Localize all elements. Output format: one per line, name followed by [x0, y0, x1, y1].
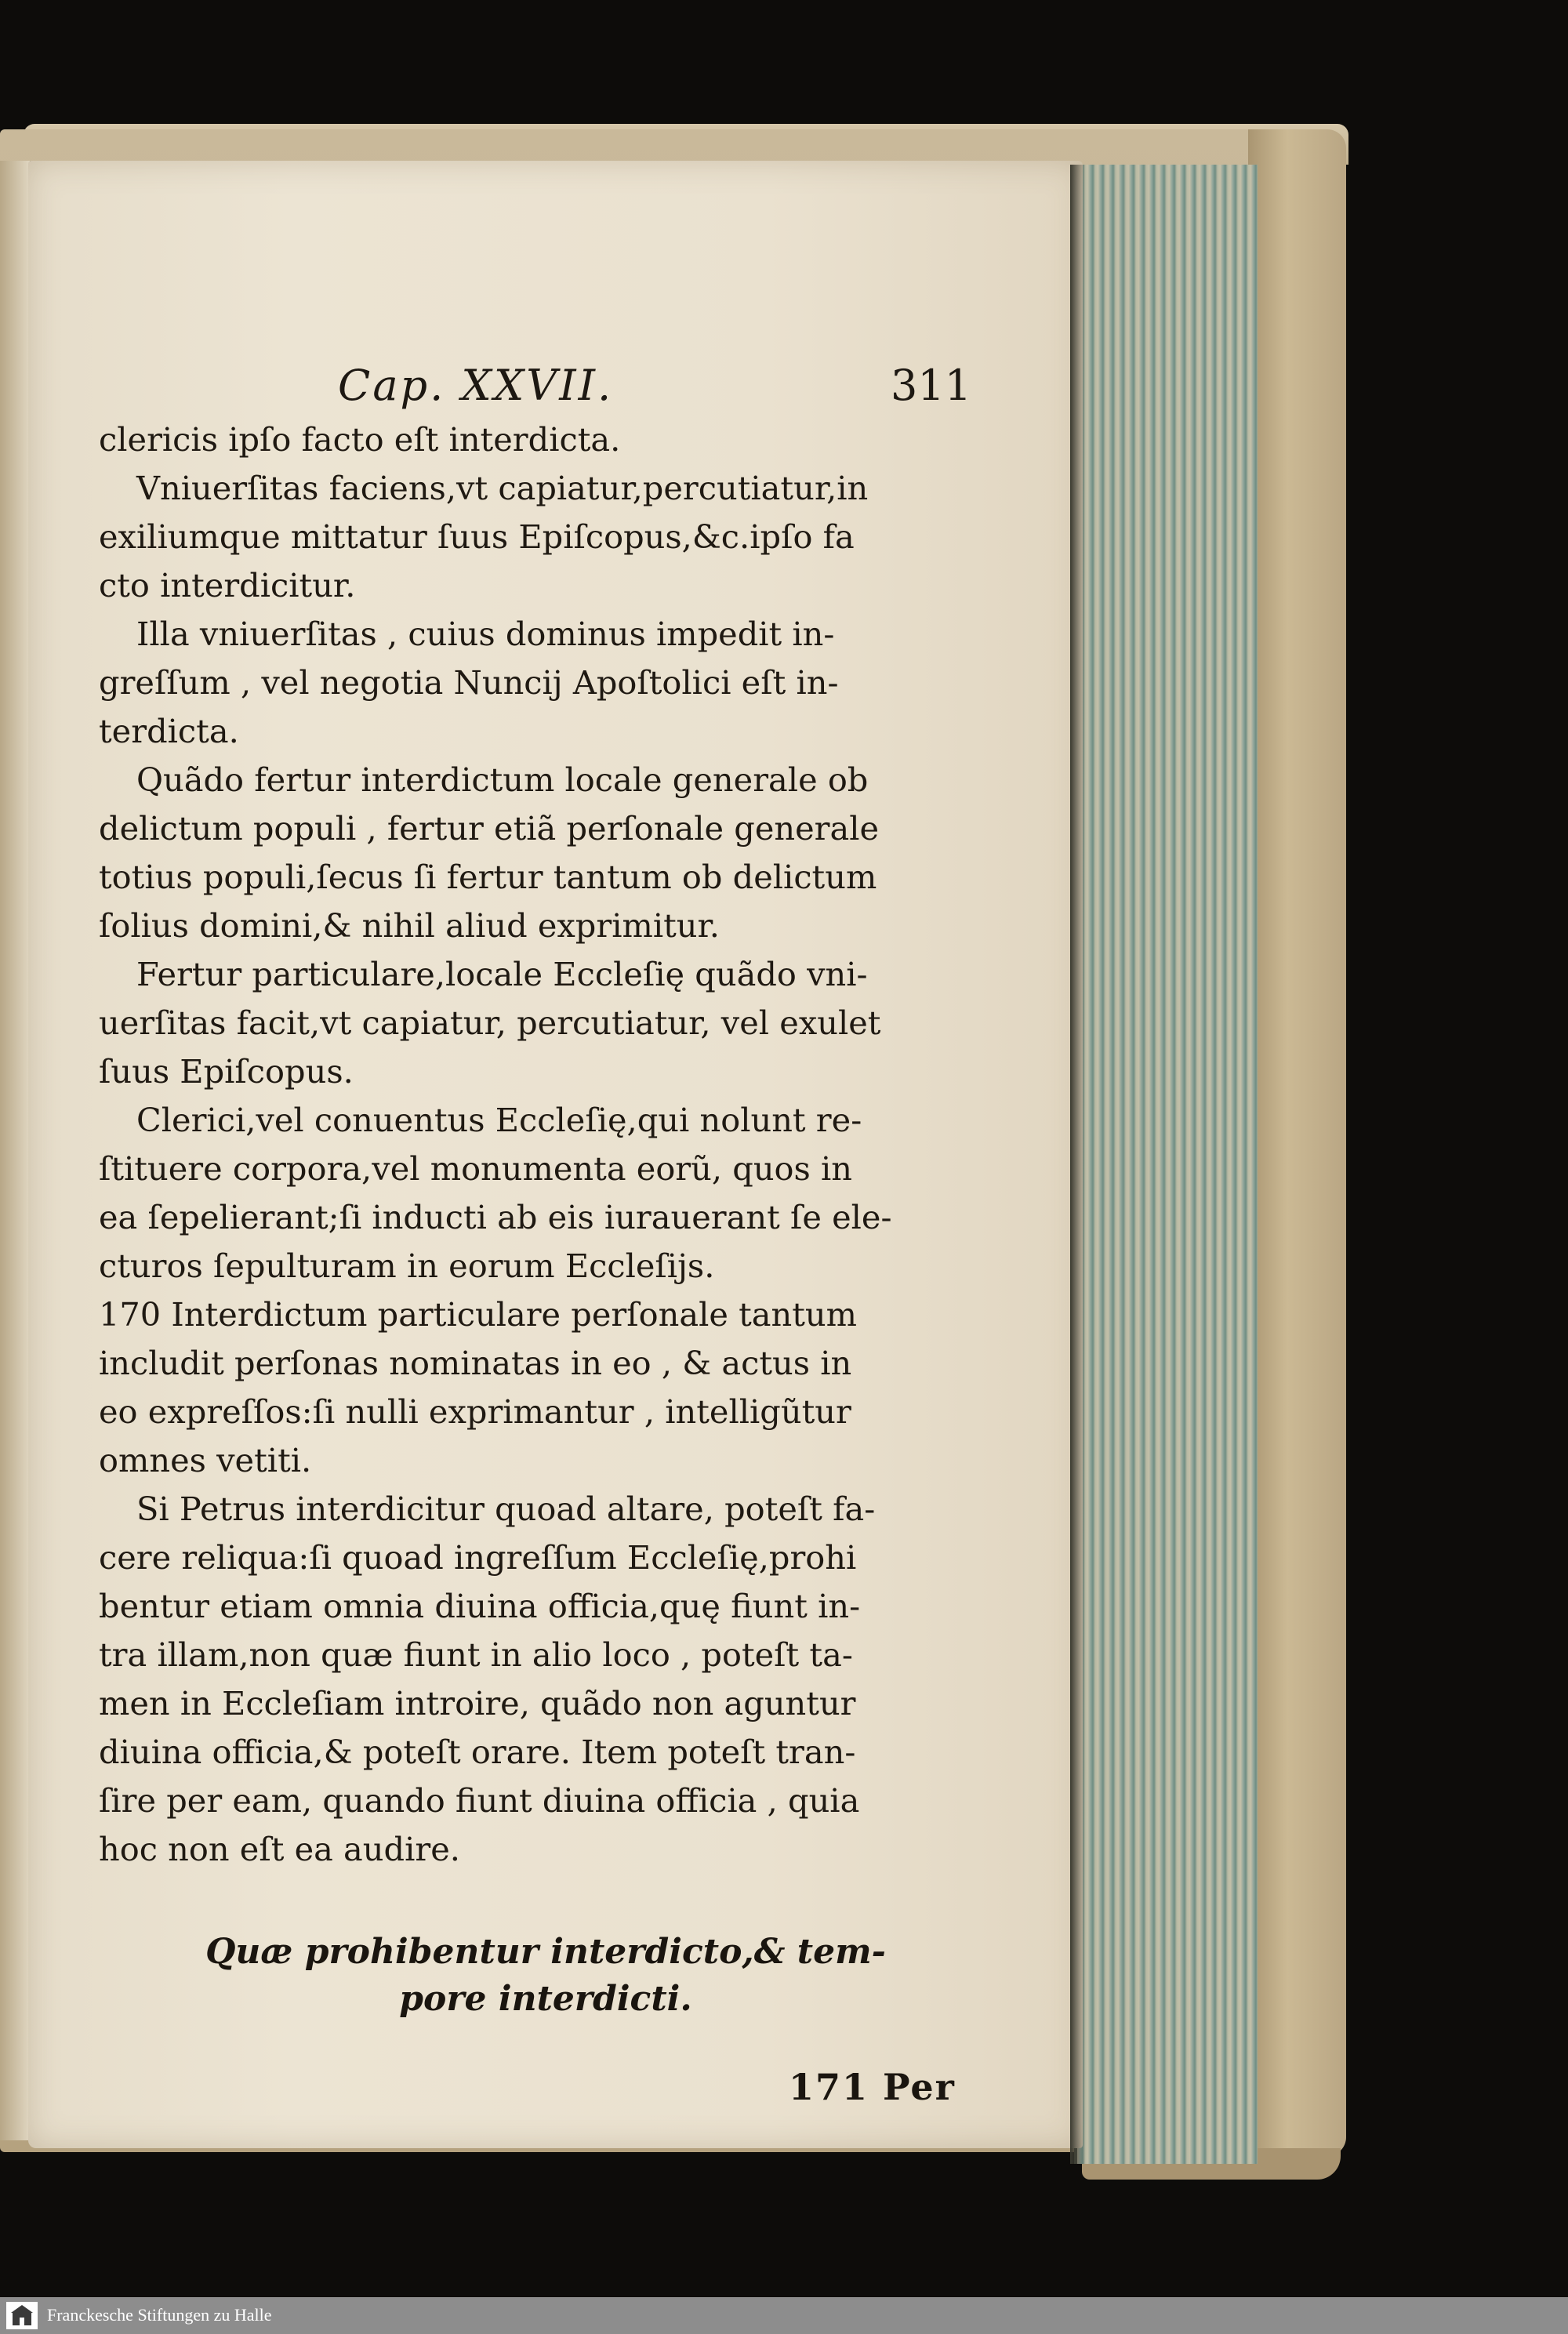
paragraph	[99, 950, 977, 1096]
text-line: ſire per eam, quando fiunt diuina officia , quia	[99, 1781, 860, 1820]
text-line: cere reliqua:ſi quoad ingreſſum Eccleſię,prohi	[99, 1538, 857, 1577]
text-line: cturos ſepulturam in eorum Eccleſijs.	[99, 1247, 715, 1285]
text-line: Quãdo fertur interdictum locale generale ob	[136, 760, 869, 799]
section-heading	[201, 1929, 891, 2023]
text-line: ſtituere corpora,vel monumenta eorũ, quos in	[99, 1149, 853, 1188]
page-edges	[1074, 165, 1258, 2164]
text-line: ea ſepelierant;ſi inducti ab eis iurauerant ſe ele-	[99, 1198, 892, 1236]
text-line: exiliumque mittatur ſuus Epiſcopus,&c.ipſo fa	[99, 517, 855, 556]
paragraph	[99, 756, 977, 950]
left-page-edge	[0, 161, 31, 2140]
text-line: greſſum , vel negotia Nuncij Apoſtolici eſt in-	[99, 663, 839, 702]
text-line: uerſitas facit,vt capiatur, percutiatur, vel exulet	[99, 1004, 881, 1042]
text-line: hoc non eſt ea audire.	[99, 1830, 460, 1868]
footer-bar	[0, 2297, 1568, 2334]
text-line: totius populi,ſecus ſi fertur tantum ob delictum	[99, 858, 877, 896]
text-line: omnes vetiti.	[99, 1441, 312, 1479]
book-page	[28, 161, 1083, 2148]
text-line: terdicta.	[99, 712, 239, 750]
text-line: clericis ipſo facto eſt interdicta.	[99, 420, 621, 459]
text-line: ſolius domini,& nihil aliud exprimitur.	[99, 906, 720, 945]
text-line: eo expreſſos:ſi nulli exprimantur , intelligũtur	[99, 1392, 851, 1431]
text-line: bentur etiam omnia diuina officia,quę fiunt in-	[99, 1587, 861, 1625]
paragraph	[99, 1485, 977, 1874]
book-cover-right	[1248, 129, 1346, 2156]
text-line: cto interdicitur.	[99, 566, 356, 604]
section-heading-line: Quæ prohibentur interdicto,& tem-	[205, 1932, 886, 1972]
paragraph	[99, 464, 977, 610]
text-line: ſuus Epiſcopus.	[99, 1052, 354, 1091]
text-line: men in Eccleſiam introire, quãdo non aguntur	[99, 1684, 856, 1722]
paragraph	[99, 1096, 977, 1290]
text-line: Clerici,vel conuentus Eccleſię,qui nolunt re-	[136, 1101, 862, 1139]
text-line: Vniuerſitas faciens,vt capiatur,percutiatur,in	[136, 469, 869, 507]
text-line: Fertur particulare,locale Eccleſię quãdo vni-	[136, 955, 868, 993]
paragraph	[99, 416, 977, 464]
text-line: diuina officia,& poteſt orare. Item poteſt tran-	[99, 1733, 856, 1771]
text-line: tra illam,non quæ fiunt in alio loco , poteſt ta-	[99, 1635, 853, 1674]
running-header	[28, 361, 1047, 416]
paragraph	[99, 610, 977, 756]
page-number: 311	[891, 361, 972, 410]
institution-logo-icon	[6, 2302, 38, 2329]
catchword: 171 Per	[789, 2066, 956, 2108]
text-line: Si Petrus interdicitur quoad altare, poteſt fa-	[136, 1490, 876, 1528]
section-heading-line: pore interdicti.	[399, 1979, 692, 2019]
body-text	[99, 416, 977, 1874]
gutter-shadow	[1070, 165, 1086, 2164]
paragraph	[99, 1290, 977, 1485]
text-line: includit perſonas nominatas in eo , & actus in	[99, 1344, 852, 1382]
text-line: delictum populi , fertur etiã perſonale generale	[99, 809, 880, 848]
institution-label: Franckesche Stiftungen zu Halle	[47, 2305, 272, 2325]
text-line: 170 Interdictum particulare perſonale tantum	[99, 1295, 858, 1334]
text-line: Illa vniuerſitas , cuius dominus impedit in-	[136, 615, 835, 653]
chapter-header: Cap. XXVII.	[338, 361, 614, 410]
